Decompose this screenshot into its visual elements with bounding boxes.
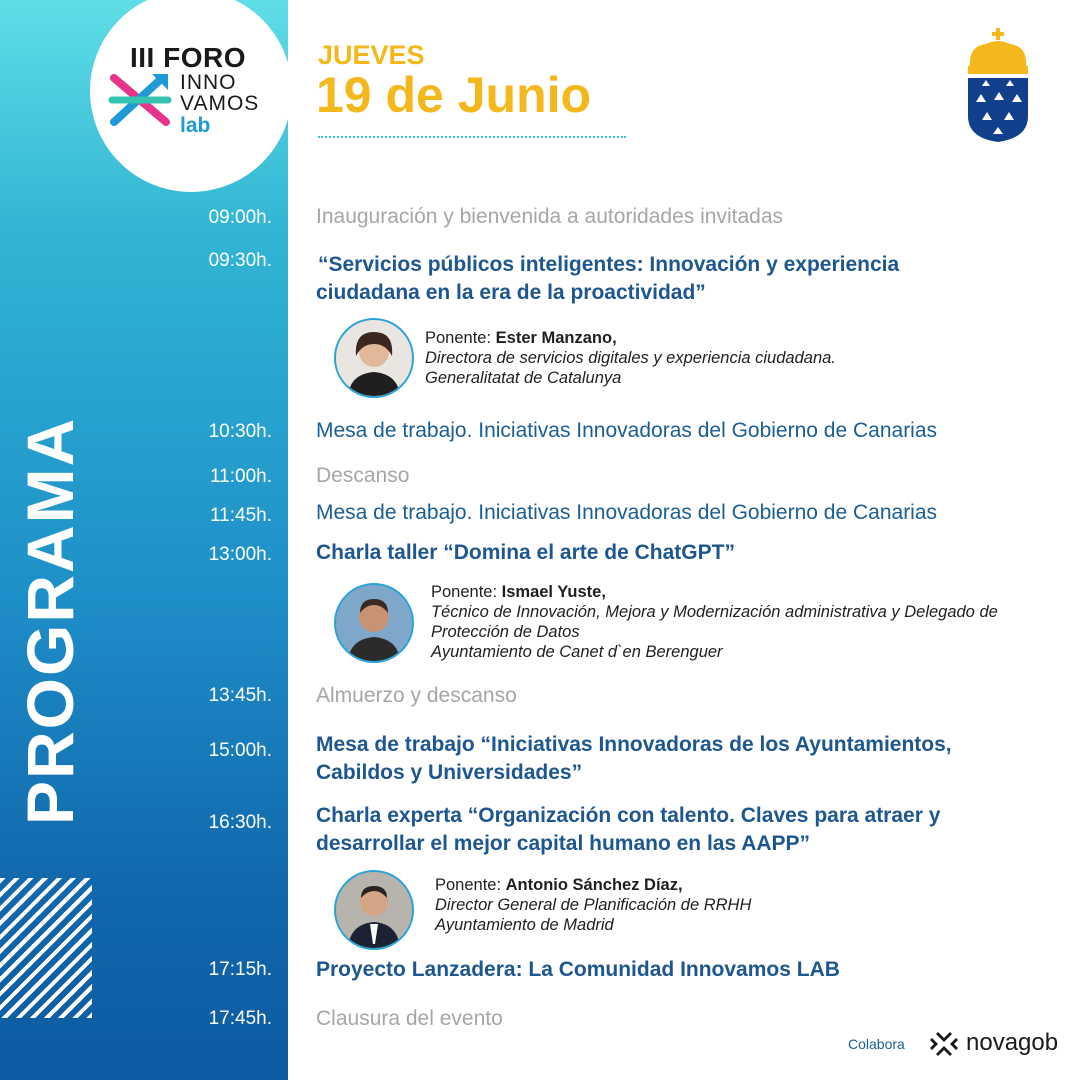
- time-slot: 09:00h.: [208, 207, 272, 228]
- logo-line-1: INNO: [180, 71, 237, 94]
- time-slot: 15:00h.: [208, 740, 272, 761]
- event-title: Inauguración y bienvenida a autoridades invitadas: [316, 205, 783, 228]
- novagob-brand: novagob: [966, 1029, 1059, 1056]
- canarias-emblem-icon: [962, 28, 1034, 144]
- event-title: Clausura del evento: [316, 1007, 503, 1030]
- event-title: Proyecto Lanzadera: La Comunidad Innovamos LAB: [316, 958, 840, 981]
- novagob-logo-icon: [930, 1030, 958, 1058]
- time-slot: 11:45h.: [210, 505, 272, 526]
- logo-line-2: VAMOS: [180, 92, 260, 115]
- header-date: 19 de Junio: [316, 67, 592, 123]
- speaker-photo-antonio: [334, 870, 414, 950]
- event-title-line: Mesa de trabajo “Iniciativas Innovadoras de los Ayuntamientos,: [316, 733, 952, 756]
- event-title-line: “Servicios públicos inteligentes: Innovación y experiencia: [318, 253, 900, 276]
- logo-title: III FORO: [130, 42, 246, 73]
- speaker-info: Ponente: Antonio Sánchez Díaz, Director General de Planificación de RRHH Ayuntamiento de Madrid: [435, 876, 752, 934]
- event-title: Almuerzo y descanso: [316, 684, 517, 707]
- time-slot: 13:00h.: [208, 544, 272, 565]
- event-title: Charla taller “Domina el arte de ChatGPT”: [316, 541, 735, 564]
- time-slot: 13:45h.: [208, 685, 272, 706]
- decorative-stripes: [0, 878, 92, 1018]
- speaker-photo-ismael: [334, 583, 414, 663]
- time-slot: 09:30h.: [208, 250, 272, 271]
- time-slot: 17:45h.: [208, 1008, 272, 1029]
- time-slot: 11:00h.: [210, 466, 272, 487]
- event-title: Descanso: [316, 464, 410, 487]
- event-title-line: Cabildos y Universidades”: [316, 761, 583, 784]
- event-title-line: desarrollar el mejor capital humano en las AAPP”: [316, 832, 811, 855]
- time-slot: 17:15h.: [208, 959, 272, 980]
- event-title-line: Charla experta “Organización con talento. Claves para atraer y: [316, 804, 941, 827]
- event-title: Mesa de trabajo. Iniciativas Innovadoras del Gobierno de Canarias: [316, 501, 938, 524]
- speaker-info: Ponente: Ester Manzano, Directora de servicios digitales y experiencia ciudadana. Generalitatat de Catalunya: [425, 329, 836, 387]
- event-title-line: ciudadana en la era de la proactividad”: [316, 281, 706, 304]
- colabora-label: Colabora: [848, 1036, 905, 1052]
- time-slot: 10:30h.: [208, 421, 272, 442]
- time-slot: 16:30h.: [208, 812, 272, 833]
- speaker-info: Ponente: Ismael Yuste, Técnico de Innovación, Mejora y Modernización administrativa y Delegado de Protección de Datos Ayuntamiento de Canet d`en Berenguer: [431, 583, 998, 661]
- speaker-photo-ester: [334, 318, 414, 398]
- logo-lab: lab: [180, 114, 211, 137]
- programa-vertical-label: PROGRAMA: [13, 416, 87, 825]
- header-day: JUEVES: [318, 40, 425, 70]
- event-title: Mesa de trabajo. Iniciativas Innovadoras del Gobierno de Canarias: [316, 419, 938, 442]
- dotted-divider: [318, 136, 626, 138]
- innovamos-logo-icon: [108, 72, 172, 128]
